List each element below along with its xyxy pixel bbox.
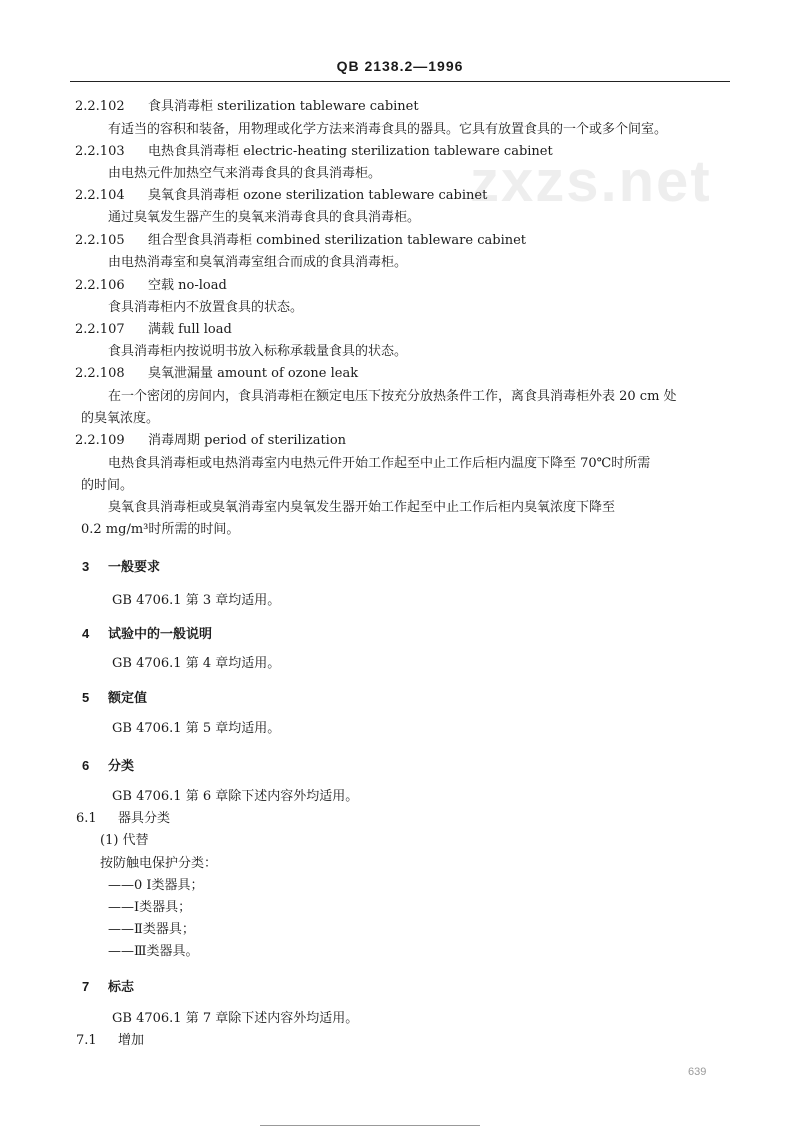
- definition-term: 臭氧食具消毒柜 ozone sterilization tableware cabinet: [148, 188, 488, 203]
- section-number: 4: [82, 626, 90, 641]
- item-label: (1) 代替: [100, 833, 149, 848]
- definition-term: 消毒周期 period of sterilization: [148, 433, 347, 448]
- definition-text: 由电热消毒室和臭氧消毒室组合而成的食具消毒柜。: [108, 255, 408, 270]
- section-title: 额定值: [108, 690, 148, 705]
- definition-text: 在一个密闭的房间内，食具消毒柜在额定电压下按充分放热条件工作，离食具消毒柜外表 20 cm 处: [108, 389, 677, 404]
- class-item: ——Ⅰ类器具；: [108, 900, 192, 915]
- definition-term: 组合型食具消毒柜 combined sterilization tableware cabinet: [148, 233, 527, 248]
- definition-number: 2.2.102: [75, 99, 125, 114]
- definition-text: 的臭氧浓度。: [81, 411, 160, 426]
- section-reference: GB 4706.1 第 7 章除下述内容外均适用。: [112, 1011, 359, 1026]
- definition-number: 2.2.107: [75, 322, 125, 337]
- definition-number: 2.2.108: [75, 366, 125, 381]
- page-header-code: QB 2138.2—1996: [336, 58, 464, 74]
- section-number: 3: [82, 559, 90, 574]
- definition-text: 有适当的容积和装备，用物理或化学方法来消毒食具的器具。它具有放置食具的一个或多个间室。: [108, 122, 668, 137]
- definition-number: 2.2.105: [75, 233, 125, 248]
- definition-term: 满载 full load: [148, 322, 232, 337]
- definition-text: 食具消毒柜内不放置食具的状态。: [108, 300, 304, 315]
- page-number: 639: [688, 1066, 707, 1078]
- subsection-title: 增加: [118, 1033, 145, 1048]
- class-item: ——Ⅲ类器具。: [108, 944, 199, 959]
- header-rule: [70, 81, 730, 82]
- definition-text: 食具消毒柜内按说明书放入标称承载量食具的状态。: [108, 344, 408, 359]
- definition-number: 2.2.109: [75, 433, 125, 448]
- section-reference: GB 4706.1 第 6 章除下述内容外均适用。: [112, 789, 359, 804]
- section-number: 6: [82, 758, 90, 773]
- section-number: 7: [82, 979, 90, 994]
- definition-text: 电热食具消毒柜或电热消毒室内电热元件开始工作起至中止工作后柜内温度下降至 70℃时所需: [108, 456, 651, 471]
- definition-number: 2.2.106: [75, 278, 125, 293]
- subsection-number: 7.1: [76, 1033, 97, 1048]
- definition-term: 臭氧泄漏量 amount of ozone leak: [148, 366, 359, 381]
- definition-text: 0.2 mg/m³时所需的时间。: [81, 522, 240, 537]
- definition-term: 空载 no-load: [148, 278, 227, 293]
- section-number: 5: [82, 690, 90, 705]
- definition-text: 通过臭氧发生器产生的臭氧来消毒食具的食具消毒柜。: [108, 210, 421, 225]
- section-title: 试验中的一般说明: [108, 626, 213, 641]
- definition-text: 由电热元件加热空气来消毒食具的食具消毒柜。: [108, 166, 382, 181]
- definition-number: 2.2.104: [75, 188, 125, 203]
- section-title: 标志: [108, 979, 135, 994]
- definition-term: 食具消毒柜 sterilization tableware cabinet: [148, 99, 419, 114]
- section-title: 一般要求: [108, 559, 161, 574]
- watermark: zxzs.net: [470, 149, 712, 214]
- definition-number: 2.2.103: [75, 144, 125, 159]
- classification-intro: 按防触电保护分类：: [100, 856, 218, 871]
- section-reference: GB 4706.1 第 4 章均适用。: [112, 656, 281, 671]
- definition-text: 的时间。: [81, 478, 134, 493]
- definition-text: 臭氧食具消毒柜或臭氧消毒室内臭氧发生器开始工作起至中止工作后柜内臭氧浓度下降至: [108, 500, 616, 515]
- section-reference: GB 4706.1 第 3 章均适用。: [112, 593, 281, 608]
- section-title: 分类: [108, 758, 135, 773]
- definition-term: 电热食具消毒柜 electric-heating sterilization tableware cabinet: [148, 144, 553, 159]
- bottom-rule: [260, 1125, 480, 1126]
- subsection-number: 6.1: [76, 811, 97, 826]
- class-item: ——Ⅱ类器具；: [108, 922, 195, 937]
- subsection-title: 器具分类: [118, 811, 171, 826]
- section-reference: GB 4706.1 第 5 章均适用。: [112, 721, 281, 736]
- class-item: ——0 Ⅰ类器具；: [108, 878, 204, 893]
